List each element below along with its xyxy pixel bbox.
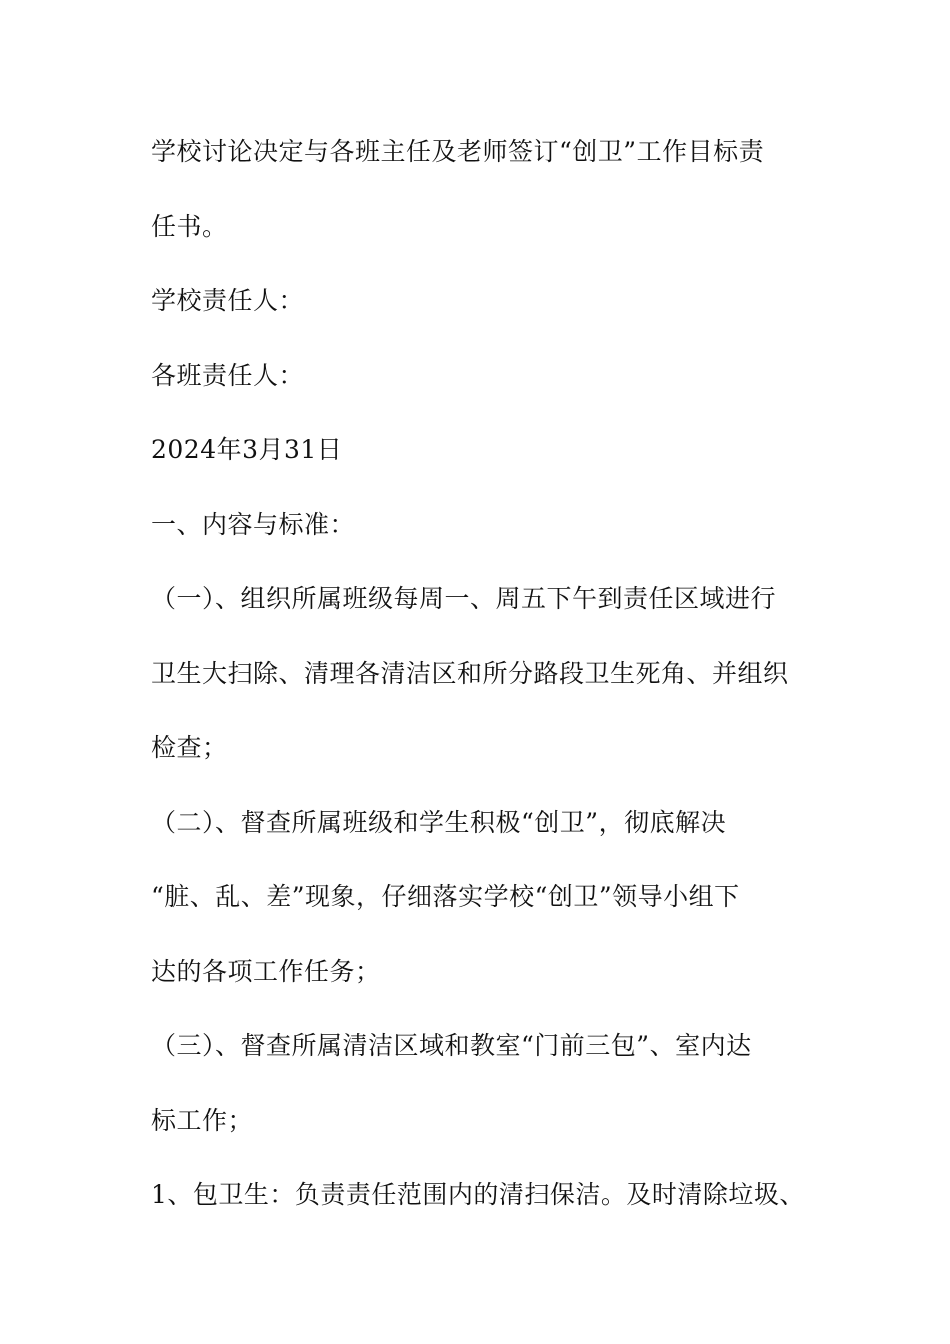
text-line-9: 检查； (151, 733, 228, 762)
text-line-4: 各班责任人： (151, 361, 305, 390)
text-line-2: 任书。 (151, 212, 228, 241)
text-line-1: 学校讨论决定与各班主任及老师签订“创卫”工作目标责 (151, 137, 765, 166)
section-heading: 一、内容与标准： (151, 510, 356, 539)
text-line-10: （二）、督查所属班级和学生积极“创卫”，彻底解决 (151, 808, 727, 837)
text-line-14: 标工作； (151, 1106, 254, 1135)
text-line-5: 2024年3月31日 (151, 435, 343, 464)
text-line-13: （三）、督查所属清洁区域和教室“门前三包”、室内达 (151, 1031, 752, 1060)
text-line-3: 学校责任人： (151, 286, 305, 315)
text-line-11: “脏、乱、差”现象，仔细落实学校“创卫”领导小组下 (151, 882, 740, 911)
text-line-15: 1、包卫生：负责责任范围内的清扫保洁。及时清除垃圾、 (151, 1180, 805, 1209)
text-line-7: （一）、组织所属班级每周一、周五下午到责任区域进行 (151, 584, 777, 613)
text-line-8: 卫生大扫除、清理各清洁区和所分路段卫生死角、并组织 (151, 659, 789, 688)
text-line-12: 达的各项工作任务； (151, 957, 381, 986)
